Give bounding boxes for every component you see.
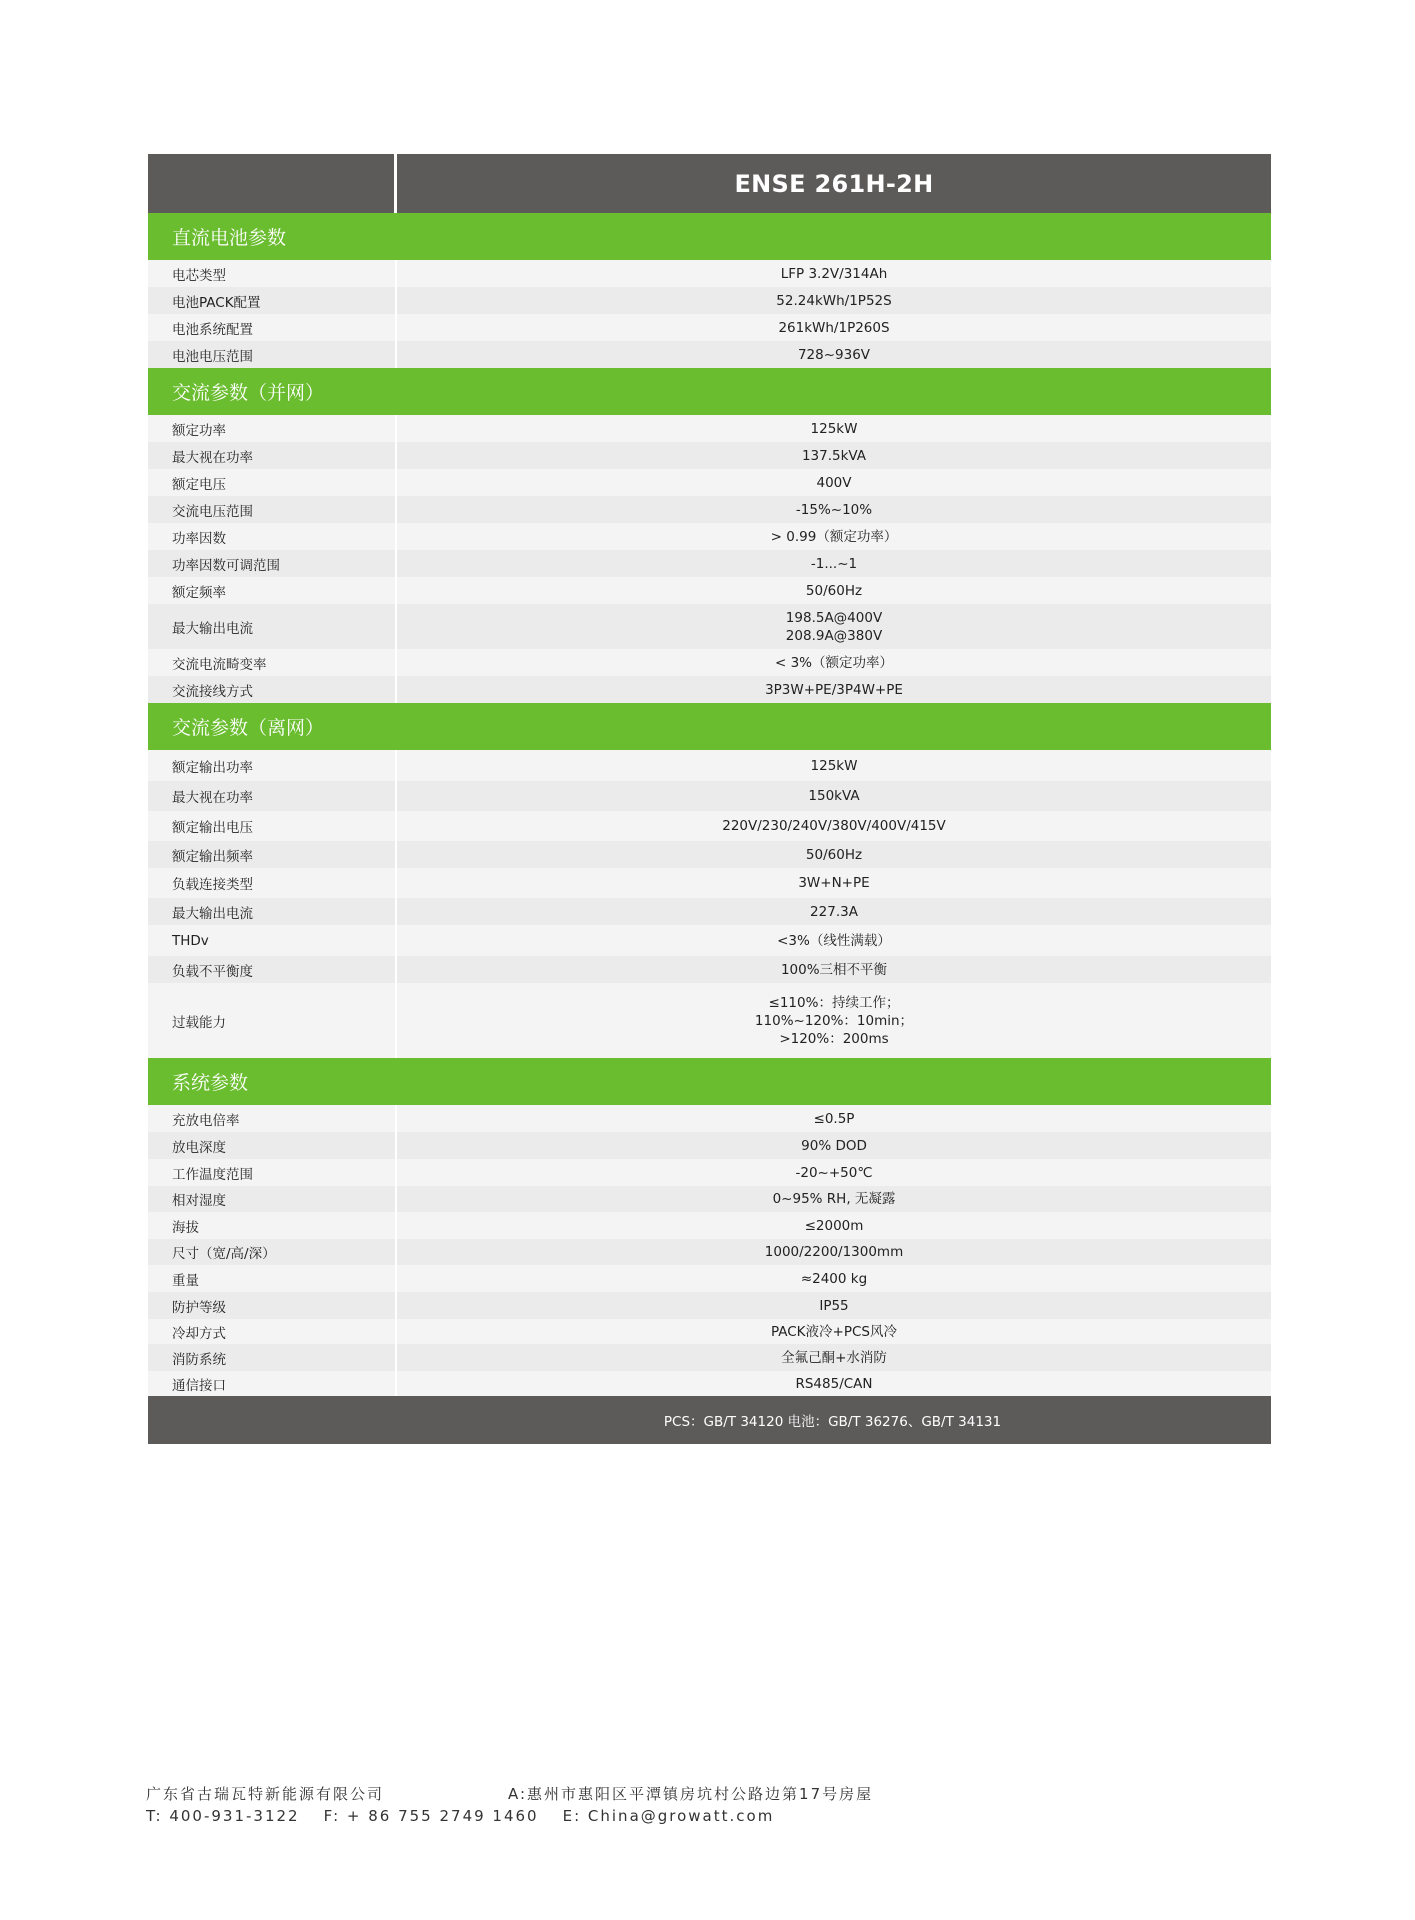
row-label: 额定功率	[148, 415, 397, 442]
row-value-line: 50/60Hz	[805, 846, 863, 863]
row-label: 交流电流畸变率	[148, 649, 397, 676]
row-value	[397, 841, 1271, 868]
table-row	[148, 841, 1271, 868]
row-value-line: 400V	[816, 474, 852, 491]
row-label: 重量	[148, 1265, 397, 1292]
row-value-line: PACK液冷+PCS风冷	[770, 1323, 897, 1340]
table-row	[148, 1265, 1271, 1292]
footer-line-1	[146, 1783, 873, 1807]
row-value-line: 125kW	[810, 420, 858, 437]
row-value	[397, 1212, 1271, 1239]
row-label: 工作温度范围	[148, 1159, 397, 1186]
table-row	[148, 415, 1271, 442]
row-value	[397, 1239, 1271, 1265]
row-value	[397, 1186, 1271, 1212]
section-title: 系统参数	[148, 1058, 1271, 1105]
table-row	[148, 287, 1271, 314]
row-value-line: ≤2000m	[804, 1217, 864, 1234]
company-tel: T: 400-931-3122	[146, 1807, 300, 1825]
row-label: 尺寸（宽/高/深）	[148, 1239, 397, 1265]
row-value-line: > 0.99（额定功率）	[770, 528, 898, 545]
section-title: 交流参数（离网）	[148, 703, 1271, 750]
row-label: 通信接口	[148, 1371, 397, 1396]
row-value	[397, 1105, 1271, 1132]
row-label: 交流接线方式	[148, 676, 397, 703]
row-value-line: 0~95% RH, 无凝露	[772, 1191, 896, 1207]
row-value	[397, 925, 1271, 956]
row-value	[397, 1132, 1271, 1159]
table-row	[148, 925, 1271, 956]
row-value-line: 208.9A@380V	[785, 627, 883, 644]
table-row	[148, 676, 1271, 703]
model-name: ENSE 261H-2H	[734, 169, 934, 198]
row-value	[397, 1344, 1271, 1371]
row-label: 电池系统配置	[148, 314, 397, 341]
row-value-line: 220V/230/240V/380V/400V/415V	[722, 818, 946, 834]
row-label: 冷却方式	[148, 1319, 397, 1344]
row-value-line: ≤110%：持续工作；	[768, 994, 900, 1011]
table-row	[148, 781, 1271, 811]
row-label: 相对湿度	[148, 1186, 397, 1212]
row-value-line: 50/60Hz	[805, 582, 863, 599]
table-row	[148, 523, 1271, 550]
row-value	[397, 1319, 1271, 1344]
table-row	[148, 341, 1271, 368]
table-row	[148, 496, 1271, 523]
row-value	[397, 469, 1271, 496]
spec-sections	[148, 213, 1271, 1396]
row-value	[397, 868, 1271, 898]
table-row	[148, 469, 1271, 496]
row-label: 放电深度	[148, 1132, 397, 1159]
table-row	[148, 260, 1271, 287]
footer-line-2	[146, 1807, 873, 1831]
row-value	[397, 341, 1271, 368]
row-label: 额定输出频率	[148, 841, 397, 868]
row-value	[397, 415, 1271, 442]
row-value-line: 261kWh/1P260S	[778, 319, 890, 336]
row-value-line: 728~936V	[797, 346, 871, 363]
table-row	[148, 1186, 1271, 1212]
row-label: 海拔	[148, 1212, 397, 1239]
table-row	[148, 604, 1271, 649]
row-value-line: 3W+N+PE	[798, 875, 870, 891]
table-row	[148, 314, 1271, 341]
table-row	[148, 1319, 1271, 1344]
row-value-line: 90% DOD	[801, 1137, 867, 1154]
row-label: 过载能力	[148, 983, 397, 1058]
row-value	[397, 1371, 1271, 1396]
row-value-line: 125kW	[810, 757, 858, 774]
row-label: 消防系统	[148, 1344, 397, 1371]
row-value	[397, 898, 1271, 925]
row-label: 额定输出功率	[148, 750, 397, 781]
row-value-line: RS485/CAN	[795, 1375, 873, 1392]
row-label: 额定频率	[148, 577, 397, 604]
table-row	[148, 1292, 1271, 1319]
company-fax: F: + 86 755 2749 1460	[323, 1807, 539, 1825]
row-value-line: -15%~10%	[795, 501, 873, 518]
table-row	[148, 577, 1271, 604]
row-value-line: < 3%（额定功率）	[774, 654, 894, 671]
row-label: 额定输出电压	[148, 811, 397, 841]
row-value	[397, 1265, 1271, 1292]
row-value	[397, 604, 1271, 649]
row-value-line: ≤0.5P	[813, 1110, 855, 1127]
table-row	[148, 649, 1271, 676]
row-value-line: 198.5A@400V	[785, 609, 883, 626]
section-title: 交流参数（并网）	[148, 368, 1271, 415]
row-value	[397, 260, 1271, 287]
table-row	[148, 550, 1271, 577]
row-value-line: ≈2400 kg	[800, 1270, 868, 1287]
table-row	[148, 1344, 1271, 1371]
row-value-line: 1000/2200/1300mm	[764, 1244, 904, 1260]
row-value	[397, 750, 1271, 781]
company-name: 广东省古瑞瓦特新能源有限公司	[146, 1785, 385, 1803]
row-value-line: 227.3A	[810, 903, 858, 920]
row-value-line: >120%：200ms	[779, 1030, 889, 1047]
row-value-line: -1...~1	[810, 555, 858, 572]
row-label: 最大输出电流	[148, 604, 397, 649]
section-title: 直流电池参数	[148, 213, 1271, 260]
table-header	[148, 154, 1271, 213]
table-row	[148, 811, 1271, 841]
row-label: 电芯类型	[148, 260, 397, 287]
row-label: 最大视在功率	[148, 781, 397, 811]
row-label: 功率因数可调范围	[148, 550, 397, 577]
row-value	[397, 442, 1271, 469]
row-label: 交流电压范围	[148, 496, 397, 523]
row-value-line: 100%三相不平衡	[780, 961, 888, 978]
spec-table	[148, 154, 1271, 1444]
row-value-line: LFP 3.2V/314Ah	[780, 265, 888, 282]
row-value	[397, 314, 1271, 341]
row-value	[397, 496, 1271, 523]
row-label: 负载连接类型	[148, 868, 397, 898]
row-value	[397, 577, 1271, 604]
row-value-line: 150kVA	[808, 788, 860, 804]
row-label: 防护等级	[148, 1292, 397, 1319]
row-value-line: 全氟己酮+水消防	[781, 1349, 887, 1366]
table-row	[148, 983, 1271, 1058]
row-value-line: 52.24kWh/1P52S	[776, 292, 892, 309]
table-row	[148, 750, 1271, 781]
row-value	[397, 676, 1271, 703]
row-value	[397, 1292, 1271, 1319]
company-email: E: China@growatt.com	[562, 1807, 775, 1825]
row-value	[397, 1159, 1271, 1186]
table-row	[148, 1105, 1271, 1132]
company-address: A:惠州市惠阳区平潭镇房坑村公路边第17号房屋	[508, 1785, 874, 1803]
table-row	[148, 442, 1271, 469]
table-row	[148, 1239, 1271, 1265]
row-label: 最大输出电流	[148, 898, 397, 925]
table-row	[148, 956, 1271, 983]
table-row	[148, 1132, 1271, 1159]
header-blank-cell	[148, 154, 397, 213]
table-row	[148, 1159, 1271, 1186]
row-value	[397, 983, 1271, 1058]
row-value	[397, 287, 1271, 314]
row-label: 负载不平衡度	[148, 956, 397, 983]
row-value-line: IP55	[819, 1297, 849, 1314]
table-row	[148, 1212, 1271, 1239]
table-row	[148, 868, 1271, 898]
row-value-line: <3%（线性满载）	[777, 932, 891, 949]
row-label: 电池电压范围	[148, 341, 397, 368]
row-label: 功率因数	[148, 523, 397, 550]
row-label: THDv	[148, 925, 397, 956]
row-value	[397, 811, 1271, 841]
row-value	[397, 649, 1271, 676]
row-value-line: 137.5kVA	[801, 447, 867, 464]
row-value-line: -20~+50℃	[795, 1164, 873, 1181]
row-value-line: 110%~120%：10min；	[754, 1012, 914, 1029]
row-value	[397, 523, 1271, 550]
row-label: 充放电倍率	[148, 1105, 397, 1132]
table-row	[148, 1371, 1271, 1396]
standards-note: PCS：GB/T 34120 电池：GB/T 36276、GB/T 34131	[148, 1396, 1271, 1444]
row-label: 额定电压	[148, 469, 397, 496]
page-footer	[146, 1783, 873, 1831]
row-value	[397, 781, 1271, 811]
row-value	[397, 550, 1271, 577]
row-label: 最大视在功率	[148, 442, 397, 469]
row-value-line: 3P3W+PE/3P4W+PE	[765, 681, 903, 698]
row-value	[397, 956, 1271, 983]
table-row	[148, 898, 1271, 925]
row-label: 电池PACK配置	[148, 287, 397, 314]
